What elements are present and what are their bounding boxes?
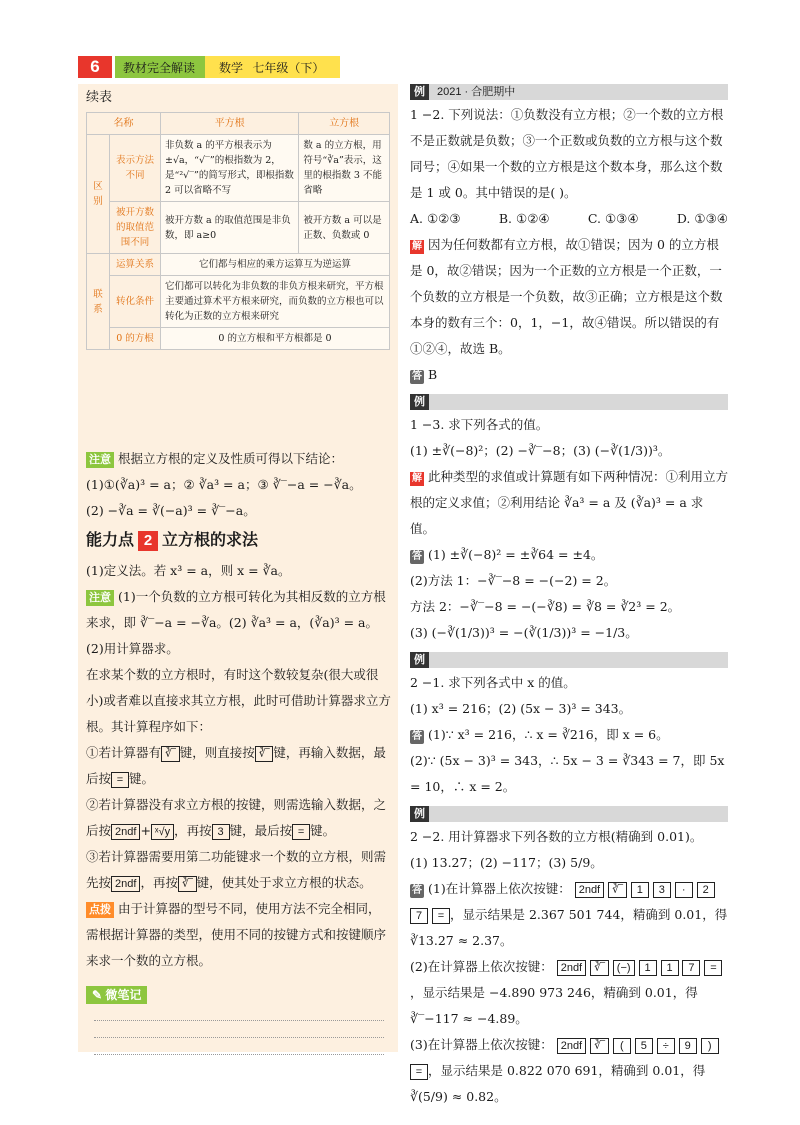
table-row <box>87 202 390 254</box>
answer-text: (3)在计算器上依次按键： <box>410 1037 553 1052</box>
note-2-text: (1)一个负数的立方根可转化为其相反数的立方根来求，即 ∛‾−a = −∛a。(2) ∛a³ = a，(∛a)³ = a。 <box>86 589 386 630</box>
answer-tag: 答 <box>412 371 422 382</box>
calculator-line: (2)用计算器求。 <box>86 641 179 656</box>
answer-line <box>410 1032 728 1110</box>
step-text: ，再按 <box>174 823 212 838</box>
micro-notes-label <box>86 986 147 1004</box>
page-number: 6 <box>78 56 112 78</box>
answer-tag: 答 <box>412 551 422 562</box>
example-bar <box>410 394 728 410</box>
divide-key: ÷ <box>657 1038 675 1054</box>
solution-text: 因为任何数都有立方根，故①错误；因为 0 的立方根是 0，故②错误；因为一个正数的立方根是一个正数，一个负数的立方根是一个负数，故③正确；立方根是这个数本身的数有三个：0，1，−1，故④错误。所以错误的有①②④，故选 B。 <box>410 237 723 356</box>
table-row-label: 表示方法不同 <box>110 135 161 202</box>
comparison-table <box>86 112 390 350</box>
example-source: 2021 · 合肥期中 <box>437 86 516 98</box>
note-1-line-1: (1)①(∛a)³ = a；② ∛a³ = a；③ ∛‾−a = −∛a。 <box>86 477 362 492</box>
table-cell: 被开方数 a 可以是正数、负数或 0 <box>299 202 390 254</box>
cbrt-key: ∛‾ <box>590 1038 609 1054</box>
example-answer <box>410 722 728 748</box>
step-text: ③若计算器需要用第二功能键求一个数的立方根，则需先按 <box>86 849 387 890</box>
table-row <box>87 328 390 350</box>
answer-line: (2)∵ (5x − 3)³ = 343，∴ 5x − 3 = ∛343 = 7，即 5x = 10，∴ x = 2。 <box>410 753 725 794</box>
note-line <box>94 1004 384 1021</box>
second-function-key: 2ndf <box>111 824 140 840</box>
option-d: D. ①③④ <box>676 211 728 226</box>
ability-title: 立方根的求法 <box>162 532 259 549</box>
equals-key: = <box>704 960 722 976</box>
subject-label: 数学 七年级（下） <box>205 56 340 78</box>
example-tag: 例 <box>410 806 429 822</box>
table-side-link: 联系 <box>87 254 110 350</box>
table-row <box>87 135 390 202</box>
cbrt-key: ∛‾ <box>255 746 274 762</box>
xroot-key: ˣ√y <box>151 824 174 840</box>
example-solution <box>410 464 728 542</box>
tip-text: 由于计算器的型号不同，使用方法不完全相同，需根据计算器的类型，使用不同的按键方式和按键顺序来求一个数的立方根。 <box>86 901 387 968</box>
book-title: 教材完全解读 <box>115 56 205 78</box>
table-cell: 它们都可以转化为非负数的非负方根来研究，平方根主要通过算术平方根来研究，而负数的立方根也可以转化为正数的立方根来研究 <box>161 276 390 328</box>
continue-label: 续表 <box>86 89 113 104</box>
table-cell: 数 a 的立方根，用符号“∛a”表示，这里的根指数 3 不能省略 <box>299 135 390 202</box>
left-column <box>78 84 398 1052</box>
answer-text: (1)∵ x³ = 216，∴ x = ∛216，即 x = 6。 <box>428 727 669 742</box>
negative-key: (−) <box>613 960 635 976</box>
option-a: A. ①②③ <box>410 211 461 226</box>
option-c: C. ①③④ <box>587 211 639 226</box>
example-answer <box>410 542 728 568</box>
answer-text: (1) ±∛(−8)² = ±∛64 = ±4。 <box>428 547 604 562</box>
example-bar <box>410 84 728 100</box>
left-paren-key: ( <box>613 1038 631 1054</box>
answer-text: ，显示结果是 0.822 070 691，精确到 0.01，得 ∛(5/9) ≈ 0.82。 <box>410 1063 706 1104</box>
table-head-cube: 立方根 <box>299 113 390 135</box>
example-answer <box>410 362 728 388</box>
answer-tag: 答 <box>412 885 422 896</box>
note-line <box>94 1038 384 1055</box>
digit-key: 1 <box>661 960 679 976</box>
answer-line: (2)方法 1：−∛‾−8 = −(−2) = 2。 <box>410 573 617 588</box>
answer-line: 方法 2：−∛‾−8 = −(−∛8) = ∛8 = ∛2³ = 2。 <box>410 599 681 614</box>
step-text: 键，使其处于求立方根的状态。 <box>196 875 372 890</box>
table-head-name: 名称 <box>87 113 161 135</box>
example-question: 2 −2. 用计算器求下列各数的立方根(精确到 0.01)。 <box>410 829 703 844</box>
table-header-row <box>87 113 390 135</box>
step-text: 键。 <box>310 823 336 838</box>
definition-line: (1)定义法。若 x³ = a，则 x = ∛a。 <box>86 563 291 578</box>
digit-key: 3 <box>653 882 671 898</box>
answer-tag: 答 <box>412 731 422 742</box>
table-cell: 它们都与相应的乘方运算互为逆运算 <box>161 254 390 276</box>
note-tag: 注意 <box>86 452 114 468</box>
example-question: 2 −1. 求下列各式中 x 的值。 <box>410 675 576 690</box>
solution-tag: 解 <box>412 473 422 484</box>
table-row-label: 运算关系 <box>110 254 161 276</box>
example-question-items: (1) 13.27；(2) −117；(3) 5/9。 <box>410 855 603 870</box>
digit-key: 9 <box>679 1038 697 1054</box>
table-cell: 非负数 a 的平方根表示为 ±√a，“√‾”的根指数为 2，是“²√‾”的简写形式，即根指数 2 可以省略不写 <box>161 135 299 202</box>
step-3 <box>86 844 392 896</box>
example-options <box>410 206 728 232</box>
left-body <box>86 446 392 974</box>
digit-key: 1 <box>639 960 657 976</box>
example-solution <box>410 232 728 362</box>
second-function-key: 2ndf <box>557 1038 586 1054</box>
step-text: ，再按 <box>140 875 178 890</box>
note-tag: 注意 <box>86 590 114 606</box>
example-question: 1 −3. 求下列各式的值。 <box>410 417 549 432</box>
answer-text: B <box>428 367 438 382</box>
page-header <box>78 56 340 78</box>
solution-text: 此种类型的求值或计算题有如下两种情况：①利用立方根的定义求值；②利用结论 ∛a³ = a 及 (∛a)³ = a 求值。 <box>410 469 729 536</box>
digit-key: 7 <box>410 908 428 924</box>
step-text: + <box>140 823 151 838</box>
equals-key: = <box>111 772 129 788</box>
dot-key: · <box>675 882 693 898</box>
note-line <box>94 1021 384 1038</box>
table-row-label: 转化条件 <box>110 276 161 328</box>
table-side-diff: 区别 <box>87 135 110 254</box>
right-column <box>410 84 728 1110</box>
cbrt-key: ∛‾ <box>608 882 627 898</box>
example-question: 1 −2. 下列说法：①负数没有立方根；②一个数的立方根不是正数就是负数；③一个正数或负数的立方根与这个数同号；④如果一个数的立方根是这个数本身，那么这个数是 1 或 0。其中错误的是( )。 <box>410 107 724 200</box>
example-bar <box>410 806 728 822</box>
cbrt-key: ∛‾ <box>178 876 197 892</box>
digit-key: 2 <box>697 882 715 898</box>
equals-key: = <box>292 824 310 840</box>
second-function-key: 2ndf <box>575 882 604 898</box>
pencil-icon: ✎ <box>92 988 103 1002</box>
answer-text: (1)在计算器上依次按键： <box>428 881 571 896</box>
micro-notes-text: 微笔记 <box>105 988 142 1002</box>
step-text: ①若计算器有 <box>86 745 162 760</box>
equals-key: = <box>410 1064 428 1080</box>
right-paren-key: ) <box>701 1038 719 1054</box>
option-b: B. ①②④ <box>498 211 550 226</box>
table-cell: 被开方数 a 的取值范围是非负数，即 a≥0 <box>161 202 299 254</box>
step-text: 键，再输入数据，最后按 <box>86 745 386 786</box>
answer-text: ，显示结果是 −4.890 973 246，精确到 0.01，得 ∛‾−117 ≈ −4.89。 <box>410 985 698 1026</box>
answer-text: (2)在计算器上依次按键： <box>410 959 553 974</box>
equals-key: = <box>432 908 450 924</box>
three-key: 3 <box>212 824 230 840</box>
tip-tag: 点拨 <box>86 902 114 918</box>
example-question-items: (1) ±∛(−8)²；(2) −∛‾−8；(3) (−∛(1/3))³。 <box>410 443 671 458</box>
solution-tag: 解 <box>412 241 422 252</box>
example-tag: 例 <box>410 652 429 668</box>
step-2 <box>86 792 392 844</box>
table-row-label: 被开方数的取值范围不同 <box>110 202 161 254</box>
tip <box>86 896 392 974</box>
calculator-paragraph: 在求某个数的立方根时，有时这个数较复杂(很大或很小)或者难以直接求其立方根，此时可借助计算器求立方根。其计算程序如下： <box>86 667 391 734</box>
micro-notes <box>86 984 392 1055</box>
table-head-square: 平方根 <box>161 113 299 135</box>
note-2 <box>86 584 392 636</box>
step-text: 键，最后按 <box>229 823 293 838</box>
step-text: 键。 <box>129 771 155 786</box>
digit-key: 7 <box>682 960 700 976</box>
note-1-line-2: (2) −∛a = ∛(−a)³ = ∛‾−a。 <box>86 503 256 518</box>
step-text: 键，则直接按 <box>179 745 255 760</box>
table-row <box>87 276 390 328</box>
step-1 <box>86 740 392 792</box>
example-answer <box>410 876 728 954</box>
note-1 <box>86 446 392 472</box>
table-row <box>87 254 390 276</box>
ability-heading <box>86 528 392 554</box>
example-tag: 例 <box>410 84 429 100</box>
second-function-key: 2ndf <box>557 960 586 976</box>
cbrt-key: ∛‾ <box>161 746 180 762</box>
note-1-text: 根据立方根的定义及性质可得以下结论： <box>118 451 344 466</box>
step-text: ②若计算器没有求立方根的按键，则需选输入数据，之后按 <box>86 797 387 838</box>
ability-prefix: 能力点 <box>86 532 135 549</box>
example-tag: 例 <box>410 394 429 410</box>
second-function-key: 2ndf <box>111 876 140 892</box>
cbrt-key: ∛‾ <box>590 960 609 976</box>
table-row-label: 0 的方根 <box>110 328 161 350</box>
digit-key: 1 <box>631 882 649 898</box>
digit-key: 5 <box>635 1038 653 1054</box>
example-bar <box>410 652 728 668</box>
example-question-items: (1) x³ = 216；(2) (5x − 3)³ = 343。 <box>410 701 632 716</box>
answer-line: (3) (−∛(1/3))³ = −(∛(1/3))³ = −1/3。 <box>410 625 638 640</box>
answer-line <box>410 954 728 1032</box>
ability-number: 2 <box>138 531 158 551</box>
answer-text: ，显示结果是 2.367 501 744，精确到 0.01，得 ∛13.27 ≈ 2.37。 <box>410 907 728 948</box>
table-cell: 0 的立方根和平方根都是 0 <box>161 328 390 350</box>
